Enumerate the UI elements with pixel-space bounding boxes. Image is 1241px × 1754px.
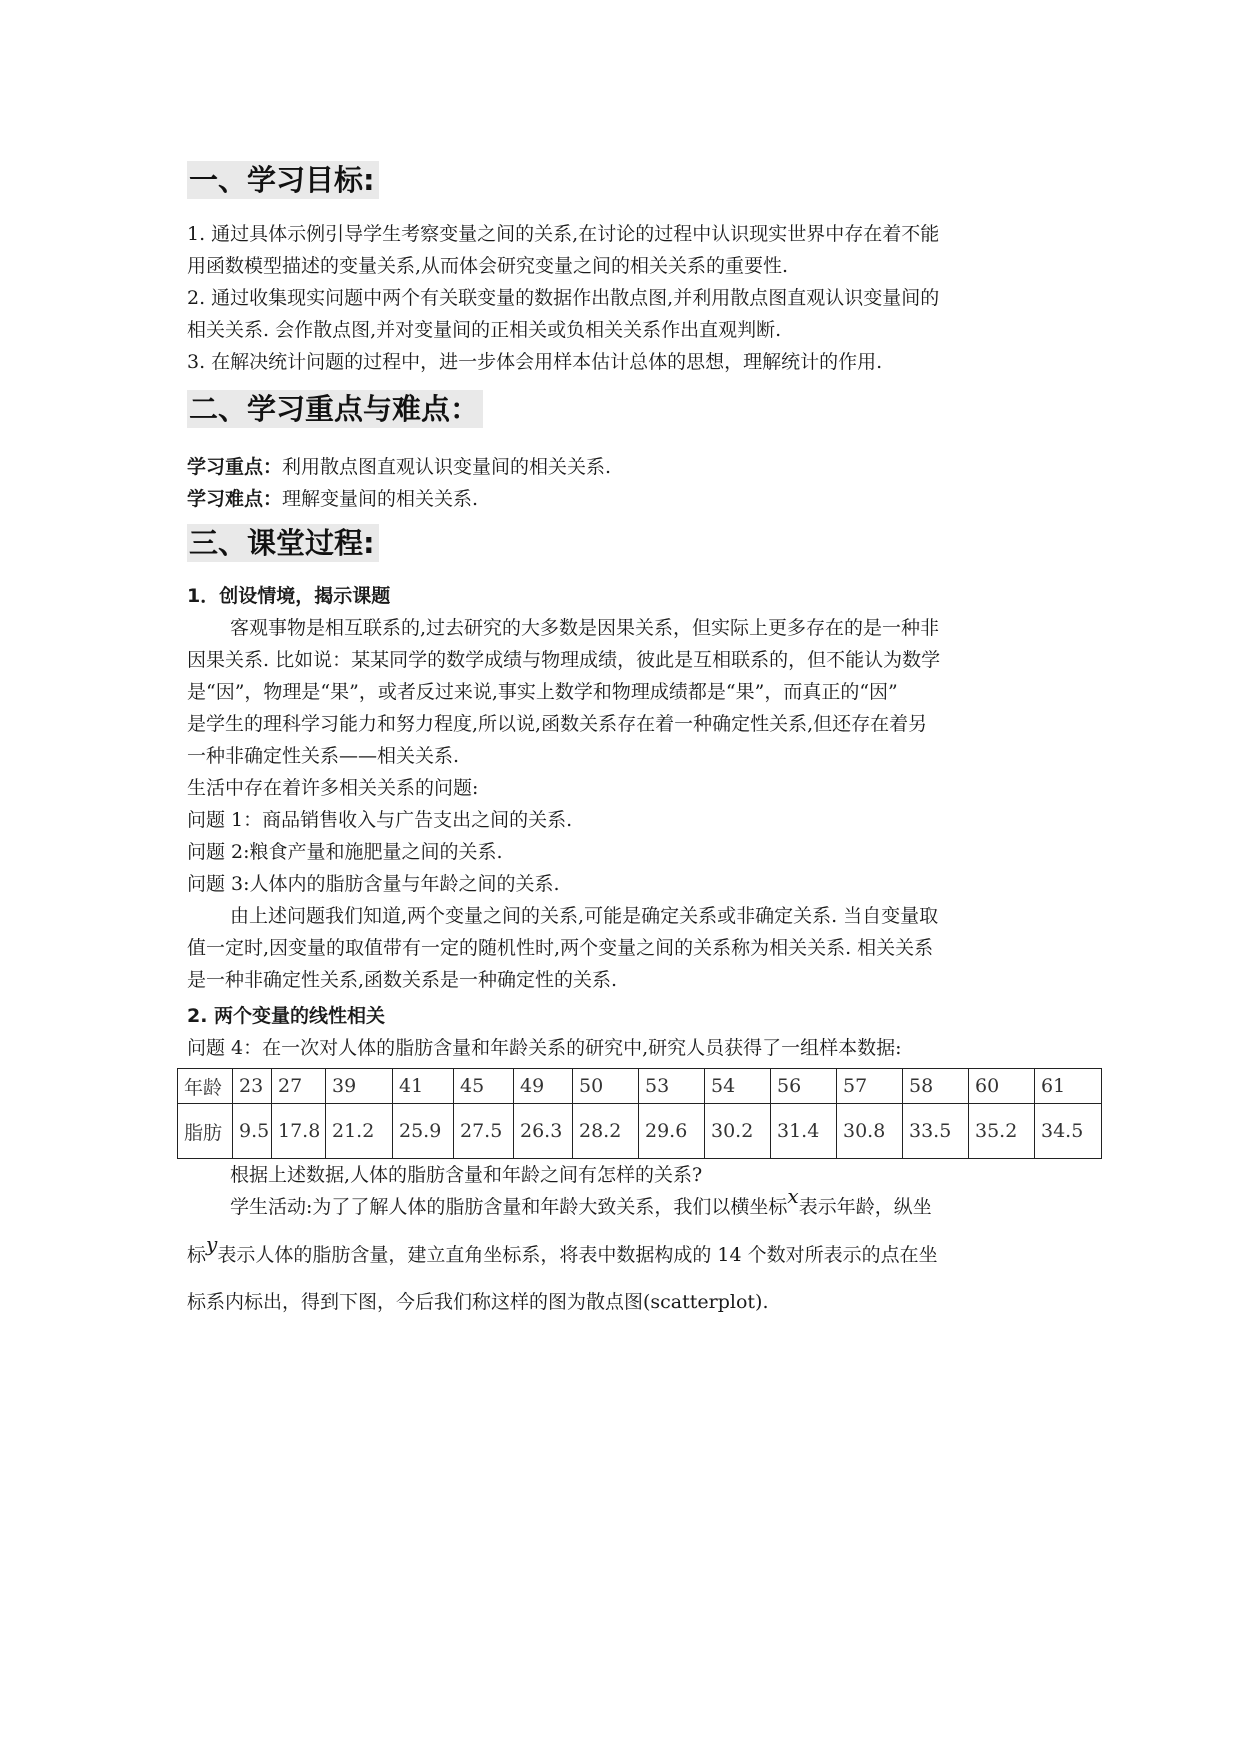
objective-line: 1. 通过具体示例引导学生考察变量之间的关系,在讨论的过程中认识现实世界中存在着不能 [187, 223, 940, 245]
paragraph-line: 由上述问题我们知道,两个变量之间的关系,可能是确定关系或非确定关系. 当自变量取 [230, 905, 939, 927]
difficulty-line [187, 484, 478, 511]
table-cell: 26.3 [514, 1104, 573, 1159]
table-cell: 34.5 [1035, 1104, 1102, 1159]
paragraph-line: 因果关系. 比如说：某某同学的数学成绩与物理成绩，彼此是互相联系的，但不能认为数学 [187, 649, 941, 671]
key-point-line [187, 452, 611, 479]
difficulty-text: 理解变量间的相关关系. [282, 488, 479, 510]
activity-text: 标 [187, 1244, 207, 1266]
objective-line: 相关关系. 会作散点图,并对变量间的正相关或负相关关系作出直观判断. [187, 319, 782, 341]
paragraph-line: 值一定时,因变量的取值带有一定的随机性时,两个变量之间的关系称为相关关系. 相关关系 [187, 937, 934, 959]
section-title-process: 三、课堂过程: [187, 524, 379, 562]
question-1: 问题 1：商品销售收入与广告支出之间的关系. [187, 809, 573, 831]
key-point-label: 学习重点： [187, 456, 283, 478]
table-cell: 60 [969, 1069, 1035, 1104]
subsection-title: 1．创设情境，揭示课题 [187, 585, 391, 607]
table-cell: 41 [393, 1069, 454, 1104]
table-cell: 30.2 [705, 1104, 771, 1159]
table-cell: 35.2 [969, 1104, 1035, 1159]
objective-line: 3. 在解决统计问题的过程中，进一步体会用样本估计总体的思想，理解统计的作用. [187, 351, 883, 373]
question-4: 问题 4：在一次对人体的脂肪含量和年龄关系的研究中,研究人员获得了一组样本数据: [187, 1037, 902, 1059]
table-cell: 9.5 [233, 1104, 272, 1159]
objective-line: 用函数模型描述的变量关系,从而体会研究变量之间的相关关系的重要性. [187, 255, 789, 277]
table-cell: 30.8 [837, 1104, 903, 1159]
table-cell: 57 [837, 1069, 903, 1104]
table-cell: 27 [272, 1069, 326, 1104]
objective-line: 2. 通过收集现实问题中两个有关联变量的数据作出散点图,并利用散点图直观认识变量间的 [187, 287, 940, 309]
data-table [177, 1068, 1102, 1159]
activity-line [230, 1184, 932, 1219]
key-point-text: 利用散点图直观认识变量间的相关关系. [282, 456, 612, 478]
table-cell: 31.4 [771, 1104, 837, 1159]
table-cell: 49 [514, 1069, 573, 1104]
paragraph-line: 是“因”，物理是“果”，或者反过来说,事实上数学和物理成绩都是“果”，而真正的“因” [187, 681, 898, 703]
activity-text: 表示人体的脂肪含量，建立直角坐标系，将表中数据构成的 14 个数对所表示的点在坐 [217, 1244, 938, 1266]
table-cell: 53 [639, 1069, 705, 1104]
paragraph-line: 客观事物是相互联系的,过去研究的大多数是因果关系，但实际上更多存在的是一种非 [230, 617, 940, 639]
activity-text: 学生活动:为了了解人体的脂肪含量和年龄大致关系，我们以横坐标 [230, 1196, 788, 1218]
table-cell: 33.5 [903, 1104, 969, 1159]
activity-line [187, 1232, 938, 1267]
difficulty-label: 学习难点： [187, 488, 283, 510]
row-header: 年龄 [178, 1069, 233, 1104]
life-intro: 生活中存在着许多相关关系的问题: [187, 777, 479, 799]
table-cell: 61 [1035, 1069, 1102, 1104]
table-row-fat [178, 1104, 1102, 1159]
table-cell: 23 [233, 1069, 272, 1104]
table-cell: 27.5 [454, 1104, 514, 1159]
table-cell: 21.2 [326, 1104, 393, 1159]
question-2: 问题 2:粮食产量和施肥量之间的关系. [187, 841, 503, 863]
table-cell: 28.2 [573, 1104, 639, 1159]
table-cell: 17.8 [272, 1104, 326, 1159]
question-3: 问题 3:人体内的脂肪含量与年龄之间的关系. [187, 873, 560, 895]
paragraph-line: 是一种非确定性关系,函数关系是一种确定性的关系. [187, 969, 618, 991]
table-cell: 56 [771, 1069, 837, 1104]
activity-text: 表示年龄，纵坐 [798, 1196, 932, 1218]
variable-x: x [787, 1184, 799, 1208]
activity-line: 标系内标出，得到下图，今后我们称这样的图为散点图(scatterplot). [187, 1291, 769, 1313]
table-cell: 58 [903, 1069, 969, 1104]
table-cell: 45 [454, 1069, 514, 1104]
paragraph-line: 是学生的理科学习能力和努力程度,所以说,函数关系存在着一种确定性关系,但还存在着另 [187, 713, 928, 735]
table-cell: 29.6 [639, 1104, 705, 1159]
subsection-title: 2. 两个变量的线性相关 [187, 1005, 386, 1027]
variable-y: y [206, 1232, 218, 1256]
row-header: 脂肪 [178, 1104, 233, 1159]
table-cell: 54 [705, 1069, 771, 1104]
table-cell: 50 [573, 1069, 639, 1104]
table-cell: 25.9 [393, 1104, 454, 1159]
question-after-table: 根据上述数据,人体的脂肪含量和年龄之间有怎样的关系? [230, 1164, 703, 1186]
table-cell: 39 [326, 1069, 393, 1104]
section-title-key-points: 二、学习重点与难点： [187, 390, 483, 428]
paragraph-line: 一种非确定性关系——相关关系. [187, 745, 460, 767]
table-row-age [178, 1069, 1102, 1104]
section-title-objectives: 一、学习目标: [187, 161, 379, 199]
